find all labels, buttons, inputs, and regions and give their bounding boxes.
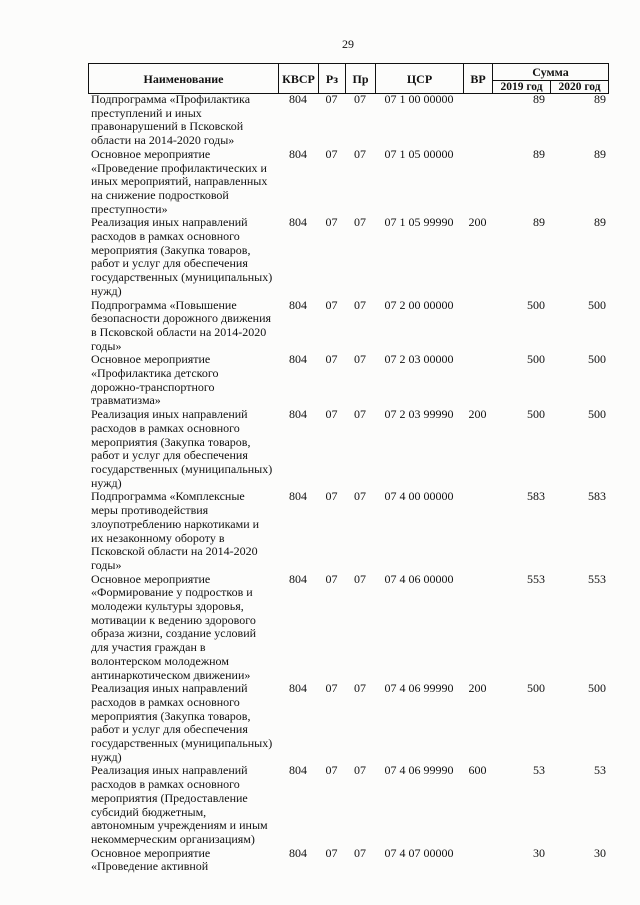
row-sum-2019: 30 [533, 845, 545, 860]
row-sum-2019: 89 [533, 215, 545, 230]
row-sum-2020: 89 [594, 146, 606, 161]
header-kvsr: КВСР [279, 64, 319, 94]
row-sum-2020: 89 [594, 215, 606, 230]
row-pr: 07 [354, 352, 366, 367]
row-rz: 07 [325, 681, 338, 696]
row-kvsr: 804 [289, 215, 307, 230]
row-csr: 07 4 06 99990 [384, 681, 454, 696]
row-vr [463, 353, 492, 408]
row-csr: 07 1 05 99990 [384, 215, 454, 230]
table-row [88, 682, 608, 764]
row-sum-2019: 500 [527, 681, 545, 696]
row-sum-2019: 583 [527, 489, 545, 504]
row-sum-2019: 89 [533, 92, 545, 106]
row-name: Подпрограмма «Профилактика преступлений и иных правонарушений в Псковской области на 2014-2020 годы» [91, 92, 251, 148]
table-row [88, 216, 608, 298]
table-row [88, 148, 608, 217]
row-rz: 07 [325, 146, 338, 161]
row-sum-2019: 89 [533, 146, 545, 161]
row-kvsr: 804 [289, 146, 307, 161]
row-name: Подпрограмма «Комплексные меры противодействия злоупотреблению наркотиками и их незаконному обороту в Псковской области на 2014-2020 годы» [91, 489, 260, 572]
table-header [88, 63, 609, 94]
row-kvsr: 804 [289, 763, 307, 778]
row-vr [463, 299, 492, 354]
row-kvsr: 804 [289, 681, 307, 696]
row-rz: 07 [325, 407, 338, 422]
row-vr [463, 847, 492, 874]
row-kvsr: 804 [289, 92, 307, 106]
row-name: Основное мероприятие «Проведение профилактических и иных мероприятий, направленных на снижение подростковой преступности» [91, 146, 268, 216]
row-sum-2020: 30 [594, 845, 606, 860]
row-kvsr: 804 [289, 489, 307, 504]
row-sum-2019: 53 [533, 763, 545, 778]
row-sum-2019: 553 [527, 571, 545, 586]
row-sum-2020: 500 [588, 681, 606, 696]
row-rz: 07 [325, 845, 338, 860]
table-row [88, 847, 608, 874]
row-csr: 07 1 05 00000 [384, 146, 454, 161]
row-pr: 07 [354, 92, 366, 106]
row-sum-2019: 500 [527, 407, 545, 422]
header-sum: Сумма [493, 64, 609, 81]
row-sum-2020: 553 [588, 571, 606, 586]
row-vr [463, 490, 492, 572]
row-kvsr: 804 [289, 352, 307, 367]
table-row [88, 299, 608, 354]
header-year-2020: 2020 год [551, 81, 609, 94]
row-sum-2020: 89 [594, 92, 606, 106]
header-rz: Рз [319, 64, 346, 94]
row-sum-2019: 500 [527, 352, 545, 367]
row-vr: 600 [468, 763, 487, 778]
row-pr: 07 [354, 407, 366, 422]
row-csr: 07 4 06 99990 [384, 763, 454, 778]
row-pr: 07 [354, 681, 366, 696]
row-name: Реализация иных направлений расходов в рамках основного мероприятия (Закупка товаров, работ и услуг для обеспечения государственных (муниципальных) нужд) [91, 407, 273, 490]
row-sum-2019: 500 [527, 297, 545, 312]
row-name: Основное мероприятие «Проведение активной [91, 845, 211, 874]
row-rz: 07 [325, 489, 338, 504]
row-pr: 07 [354, 845, 366, 860]
row-name: Реализация иных направлений расходов в рамках основного мероприятия (Закупка товаров, работ и услуг для обеспечения государственных (муниципальных) нужд) [91, 215, 273, 298]
row-name: Подпрограмма «Повышение безопасности дорожного движения в Псковской области на 2014-2020 годы» [91, 297, 272, 353]
row-rz: 07 [325, 763, 338, 778]
row-rz: 07 [325, 92, 338, 106]
row-sum-2020: 500 [588, 407, 606, 422]
row-kvsr: 804 [289, 845, 307, 860]
table-row [88, 490, 608, 572]
row-name: Реализация иных направлений расходов в рамках основного мероприятия (Предоставление субсидий бюджетным, автономным учреждениям и иным некоммерческим организациям) [91, 763, 268, 846]
header-csr: ЦСР [376, 64, 464, 94]
row-csr: 07 4 07 00000 [384, 845, 454, 860]
row-pr: 07 [354, 763, 366, 778]
row-csr: 07 2 00 00000 [384, 297, 454, 312]
row-pr: 07 [354, 489, 366, 504]
row-name: Основное мероприятие «Профилактика детского дорожно-транспортного травматизма» [91, 352, 219, 408]
row-sum-2020: 53 [594, 763, 606, 778]
row-rz: 07 [325, 352, 338, 367]
row-sum-2020: 583 [588, 489, 606, 504]
row-csr: 07 4 00 00000 [384, 489, 454, 504]
row-vr [463, 573, 492, 683]
row-csr: 07 2 03 99990 [384, 407, 454, 422]
row-name: Реализация иных направлений расходов в рамках основного мероприятия (Закупка товаров, работ и услуг для обеспечения государственных (муниципальных) нужд) [91, 681, 273, 764]
row-vr: 200 [468, 407, 487, 422]
row-vr [463, 93, 492, 148]
header-vr: ВР [464, 64, 493, 94]
row-pr: 07 [354, 571, 366, 586]
row-vr [463, 148, 492, 217]
row-csr: 07 2 03 00000 [384, 352, 454, 367]
row-vr: 200 [468, 215, 487, 230]
table-row [88, 353, 608, 408]
row-csr: 07 1 00 00000 [384, 92, 454, 106]
table-row [88, 764, 608, 846]
row-rz: 07 [325, 215, 338, 230]
row-pr: 07 [354, 297, 366, 312]
row-rz: 07 [325, 571, 338, 586]
page-number: 29 [342, 37, 354, 51]
header-name: Наименование [89, 64, 279, 94]
header-year-2019: 2019 год [493, 81, 551, 94]
table-body [88, 93, 608, 874]
table-row [88, 408, 608, 490]
row-vr: 200 [468, 681, 487, 696]
row-pr: 07 [354, 215, 366, 230]
row-sum-2020: 500 [588, 297, 606, 312]
row-rz: 07 [325, 297, 338, 312]
row-csr: 07 4 06 00000 [384, 571, 454, 586]
row-sum-2020: 500 [588, 352, 606, 367]
header-pr: Пр [346, 64, 376, 94]
row-pr: 07 [354, 146, 366, 161]
row-kvsr: 804 [289, 571, 307, 586]
row-kvsr: 804 [289, 407, 307, 422]
row-name: Основное мероприятие «Формирование у подростков и молодежи культуры здоровья, мотивации к ведению здорового образа жизни, создание условий для участия граждан в волонтерском молодежном антинаркотическом движении» [91, 571, 257, 682]
row-kvsr: 804 [289, 297, 307, 312]
table-row [88, 573, 608, 683]
table-row [88, 93, 608, 148]
